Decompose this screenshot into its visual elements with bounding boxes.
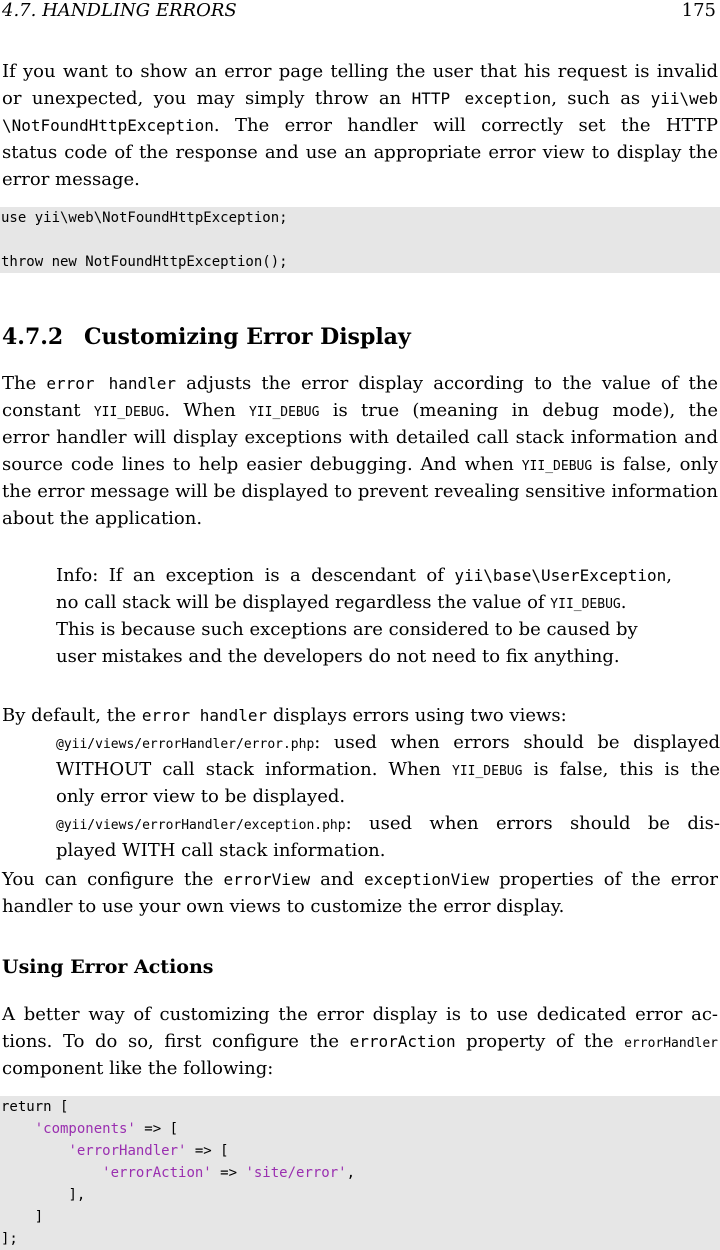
list-item-exception-view: @yii/views/errorHandler/exception.php: used when errors should be dis- played WITH call stack information. (56, 813, 720, 861)
error-actions-paragraph: A better way of customizing the error display is to use dedicated error ac- tions. To do so, first configure the errorAction property of the errorHandler component like the following: (2, 1004, 719, 1079)
page-number: 175 (681, 0, 716, 21)
list-item-error-view: @yii/views/errorHandler/error.php: used when errors should be displayed WITHOUT call stack information. When YII_DEBUG is false, this is the only error view to be displayed. (56, 732, 720, 807)
code-block-config: return [ 'components' => [ 'errorHandler' => [ 'errorAction' => 'site/error', ], ] ]; (0, 1096, 720, 1250)
code-block-exception: use yii\web\NotFoundHttpException; throw new NotFoundHttpException(); (0, 207, 720, 273)
section-heading: 4.7.2 Customizing Error Display (2, 324, 411, 350)
subsection-heading: Using Error Actions (2, 956, 214, 978)
running-header (2, 0, 716, 22)
intro-paragraph: If you want to show an error page telling the user that his request is invalid or unexpected, you may simply throw an HTTP exception, such as yii\web \NotFoundHttpException. The error handler will correctly set the HTTP status code of the response and use an appropriate error view to display the error message. (2, 61, 718, 190)
debug-paragraph: The error handler adjusts the error display according to the value of the constant YII_DEBUG. When YII_DEBUG is true (meaning in debug mode), the error handler will display exceptions with detailed call stack information and source code lines to help easier debugging. And when YII_DEBUG is false, only the error message will be displayed to prevent revealing sensitive information about the application. (2, 373, 719, 529)
header-section: 4.7. HANDLING ERRORS (2, 0, 237, 21)
info-note: Info: If an exception is a descendant of yii\base\UserException, no call stack will be displayed regardless the value of YII_DEBUG. This is because such exceptions are considered to be caused by user mistakes and the developers do not need to fix anything. (56, 565, 672, 667)
default-views-intro: By default, the error handler displays errors using two views: (2, 705, 567, 726)
configure-views-paragraph: You can configure the errorView and exceptionView properties of the error handler to use your own views to customize the error display. (2, 869, 718, 917)
